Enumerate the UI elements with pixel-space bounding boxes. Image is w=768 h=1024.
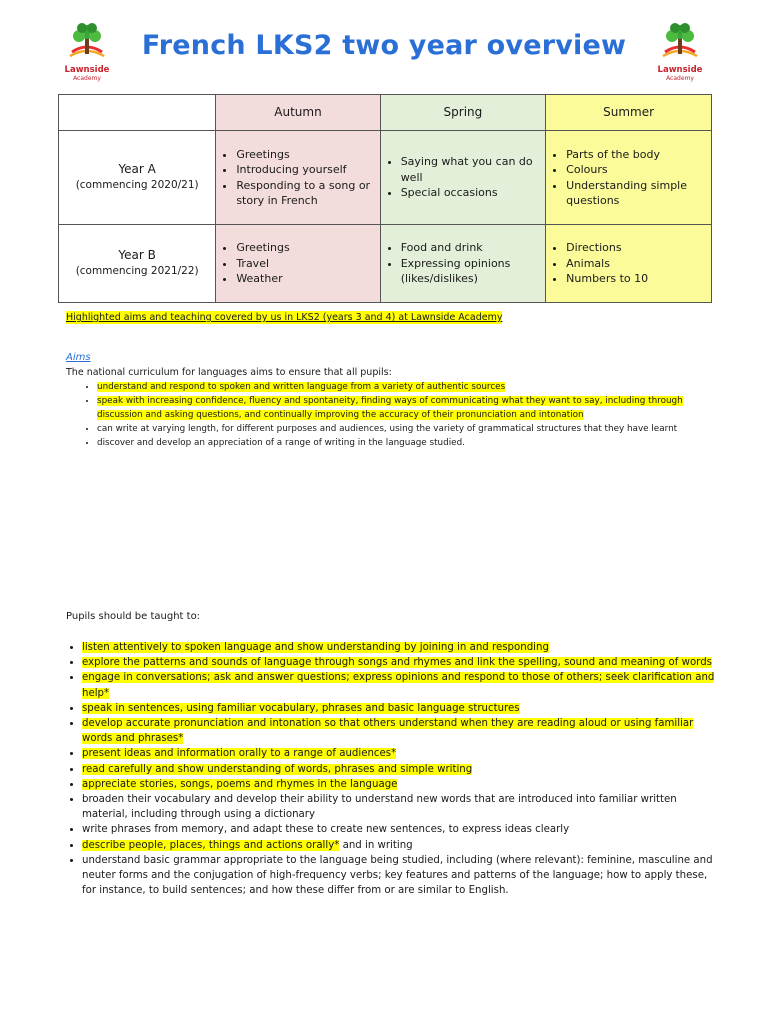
list-item (82, 716, 722, 746)
year-label: Year B (118, 248, 156, 263)
list-item (97, 436, 727, 450)
aim-text: understand and respond to spoken and written language from a variety of authentic sources (97, 382, 506, 392)
list-item (82, 838, 722, 853)
aim-text: can write at varying length, for different purposes and audiences, using the variety of grammatical structures that they have learnt (97, 424, 678, 434)
highlight-note: Highlighted aims and teaching covered by us in LKS2 (years 3 and 4) at Lawnside Academy (66, 312, 503, 323)
taught-text: present ideas and information orally to a range of audiences* (82, 748, 397, 760)
topic-item: • Parts of the body (566, 147, 703, 163)
year-sub: (commencing 2021/22) (75, 265, 199, 278)
list-item (82, 777, 722, 792)
taught-text: describe people, places, things and actions orally* (82, 839, 340, 851)
list-item (82, 792, 722, 822)
cell-year-a-autumn (216, 131, 380, 225)
list-item (82, 701, 722, 716)
taught-heading: Pupils should be taught to: (66, 611, 201, 622)
aims-list (66, 380, 727, 450)
page-title: French LKS2 two year overview (141, 30, 627, 61)
aim-text: speak with increasing confidence, fluency and spontaneity, finding ways of communicating what they want to say, including through discussion and asking questions, and continually improving the accuracy of their pronunciation and intonation (97, 396, 683, 420)
row-label-year-b (59, 225, 216, 303)
topic-item: • Animals (566, 256, 703, 272)
list-item (82, 640, 722, 655)
topic-item: • Weather (236, 271, 371, 287)
topic-item: • Saying what you can do well (401, 154, 537, 185)
topic-item: • Expressing opinions (likes/dislikes) (401, 256, 537, 287)
taught-text: understand basic grammar appropriate to the language being studied, including (where relevant): feminine, masculine and neuter forms and the conjugation of high-frequency verbs; key features and patterns of the language; how to apply these, for instance, to build sentences; and how these differ from or are similar to English. (82, 854, 713, 897)
list-item (82, 762, 722, 777)
year-sub: (commencing 2020/21) (75, 179, 199, 192)
taught-text: engage in conversations; ask and answer questions; express opinions and respond to those of others; seek clarification and help* (82, 672, 715, 699)
list-item (82, 655, 722, 670)
header-autumn: Autumn (216, 95, 380, 131)
taught-text: speak in sentences, using familiar vocabulary, phrases and basic language structures (82, 702, 520, 714)
aim-text: discover and develop an appreciation of a range of writing in the language studied. (97, 438, 465, 448)
header-empty (59, 95, 216, 131)
topic-item: • Understanding simple questions (566, 178, 703, 209)
taught-text: develop accurate pronunciation and intonation so that others understand when they are reading aloud or using familiar words and phrases* (82, 718, 694, 745)
cell-year-a-spring (380, 131, 545, 225)
table-header-row (59, 95, 712, 131)
logo-name: Lawnside (657, 65, 703, 75)
topic-item: • Food and drink (401, 240, 537, 256)
topic-item: • Numbers to 10 (566, 271, 703, 287)
header-summer: Summer (546, 95, 712, 131)
list-item (97, 422, 727, 436)
cell-year-b-summer (546, 225, 712, 303)
row-label-year-a (59, 131, 216, 225)
list-item (82, 670, 722, 700)
topic-item: • Travel (236, 256, 371, 272)
taught-list (66, 640, 722, 898)
topic-item: • Colours (566, 162, 703, 178)
logo-sub: Academy (666, 75, 694, 82)
taught-text-tail: and in writing (339, 839, 413, 851)
table-row (59, 225, 712, 303)
list-item (82, 746, 722, 761)
taught-text: broaden their vocabulary and develop their ability to understand new words that are introduced into familiar written material, including through using a dictionary (82, 794, 677, 821)
year-label: Year A (118, 162, 156, 177)
taught-text: appreciate stories, songs, poems and rhymes in the language (82, 778, 398, 790)
aims-intro: The national curriculum for languages aims to ensure that all pupils: (66, 367, 392, 378)
logo-name: Lawnside (64, 65, 110, 75)
topic-item: • Directions (566, 240, 703, 256)
taught-text: read carefully and show understanding of words, phrases and simple writing (82, 763, 473, 775)
cell-year-b-spring (380, 225, 545, 303)
topic-item: • Special occasions (401, 185, 537, 201)
aims-heading: Aims (66, 352, 91, 363)
logo-sub: Academy (73, 75, 101, 82)
table-row (59, 131, 712, 225)
topic-item: • Greetings (236, 240, 371, 256)
cell-year-b-autumn (216, 225, 380, 303)
list-item (82, 822, 722, 837)
taught-text: listen attentively to spoken language and show understanding by joining in and responding (82, 642, 549, 653)
list-item (97, 380, 727, 394)
list-item (82, 853, 722, 899)
taught-text: explore the patterns and sounds of language through songs and rhymes and link the spelling, sound and meaning of words (82, 657, 712, 669)
taught-text: write phrases from memory, and adapt these to create new sentences, to express ideas clearly (82, 824, 570, 836)
list-item (97, 394, 727, 422)
overview-table (58, 94, 712, 303)
topic-item: • Greetings (236, 147, 371, 163)
cell-year-a-summer (546, 131, 712, 225)
topic-item: • Responding to a song or story in French (236, 178, 371, 209)
header-spring: Spring (380, 95, 545, 131)
topic-item: • Introducing yourself (236, 162, 371, 178)
